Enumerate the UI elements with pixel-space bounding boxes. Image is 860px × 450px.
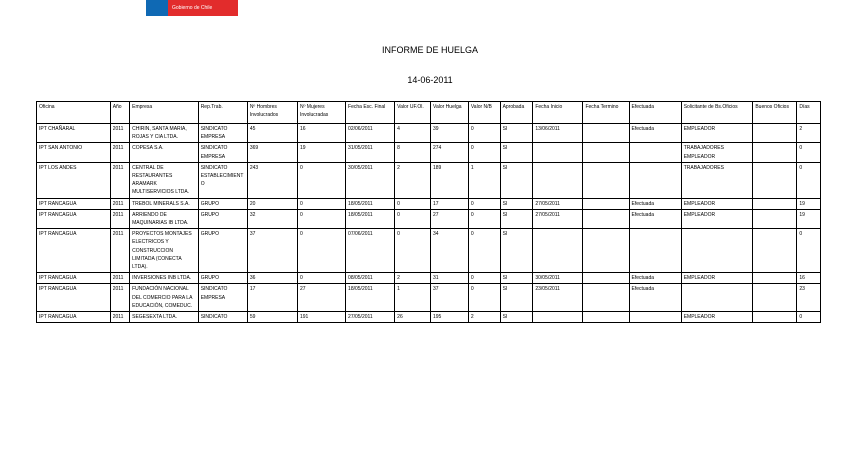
cell-fecha-inicio (533, 143, 583, 162)
cell-rep-trab: GRUPO (198, 198, 247, 209)
cell-valor-huelga: 34 (430, 229, 468, 273)
cell-fecha-termino (583, 312, 629, 323)
cell-fecha-esc-final: 18/05/2011 (346, 209, 395, 228)
cell-hombres: 32 (247, 209, 297, 228)
cell-dias: 23 (797, 284, 821, 312)
cell-aprobada: SI (500, 162, 533, 198)
cell-dias: 19 (797, 198, 821, 209)
cell-oficina: IPT CHAÑARAL (37, 124, 111, 143)
table-row (37, 162, 821, 198)
cell-valor-uf: 2 (395, 162, 431, 198)
government-logo (146, 0, 238, 16)
cell-solicitante: EMPLEADOR (681, 312, 753, 323)
cell-fecha-esc-final: 30/05/2011 (346, 162, 395, 198)
header-valor-nb: Valor N/B (468, 102, 500, 124)
cell-fecha-termino (583, 229, 629, 273)
logo-text: Gobierno de Chile (172, 5, 213, 11)
cell-oficina: IPT RANCAGUA (37, 273, 111, 284)
cell-solicitante: EMPLEADOR (681, 124, 753, 143)
cell-oficina: IPT RANCAGUA (37, 209, 111, 228)
cell-fecha-inicio: 27/05/2011 (533, 209, 583, 228)
header-empresa: Empresa (130, 102, 199, 124)
cell-fecha-termino (583, 143, 629, 162)
cell-mujeres: 27 (297, 284, 345, 312)
cell-solicitante (681, 284, 753, 312)
cell-empresa: CHIRIN, SANTA MARIA, ROJAS Y CIA LTDA. (130, 124, 199, 143)
table-header-row (37, 102, 821, 124)
cell-efectuada (629, 162, 681, 198)
cell-fecha-termino (583, 198, 629, 209)
strike-report-table (36, 101, 821, 323)
cell-fecha-termino (583, 284, 629, 312)
header-fecha-esc-final: Fecha Esc. Final (346, 102, 395, 124)
cell-buenos-oficios (753, 124, 797, 143)
cell-mujeres: 0 (297, 162, 345, 198)
cell-dias: 0 (797, 312, 821, 323)
cell-hombres: 37 (247, 229, 297, 273)
cell-fecha-inicio: 23/05/2011 (533, 284, 583, 312)
cell-efectuada: Efectuada (629, 273, 681, 284)
cell-aprobada: SI (500, 198, 533, 209)
cell-fecha-termino (583, 162, 629, 198)
cell-valor-huelga: 27 (430, 209, 468, 228)
cell-efectuada (629, 312, 681, 323)
table-row (37, 312, 821, 323)
cell-valor-nb: 1 (468, 162, 500, 198)
cell-aprobada: SI (500, 229, 533, 273)
cell-valor-huelga: 31 (430, 273, 468, 284)
cell-valor-nb: 0 (468, 229, 500, 273)
logo-blue-block (146, 0, 168, 16)
cell-fecha-inicio (533, 229, 583, 273)
cell-fecha-esc-final: 18/05/2011 (346, 198, 395, 209)
report-title: INFORME DE HUELGA (381, 45, 478, 55)
cell-valor-uf: 8 (395, 143, 431, 162)
cell-fecha-esc-final: 07/06/2011 (346, 229, 395, 273)
cell-fecha-esc-final: 08/05/2011 (346, 273, 395, 284)
cell-hombres: 20 (247, 198, 297, 209)
cell-valor-huelga: 195 (430, 312, 468, 323)
cell-mujeres: 0 (297, 229, 345, 273)
cell-rep-trab: GRUPO (198, 209, 247, 228)
header-oficina: Oficina (37, 102, 111, 124)
cell-valor-uf: 0 (395, 198, 431, 209)
cell-buenos-oficios (753, 229, 797, 273)
header-mujeres: Nº Mujeres Involucradas (297, 102, 345, 124)
cell-oficina: IPT RANCAGUA (37, 198, 111, 209)
cell-valor-nb: 0 (468, 273, 500, 284)
cell-aprobada: SI (500, 124, 533, 143)
cell-hombres: 369 (247, 143, 297, 162)
cell-rep-trab: GRUPO (198, 273, 247, 284)
cell-fecha-termino (583, 124, 629, 143)
cell-anio: 2011 (110, 273, 129, 284)
cell-empresa: SEGESEXTA LTDA. (130, 312, 199, 323)
cell-solicitante (681, 229, 753, 273)
cell-valor-nb: 0 (468, 124, 500, 143)
cell-oficina: IPT SAN ANTONIO (37, 143, 111, 162)
table-row (37, 209, 821, 228)
cell-dias: 0 (797, 162, 821, 198)
cell-valor-uf: 0 (395, 209, 431, 228)
table-row (37, 124, 821, 143)
header-dias: Días (797, 102, 821, 124)
cell-empresa: CENTRAL DE RESTAURANTES ARAMARK MULTISERVICIOS LTDA. (130, 162, 199, 198)
cell-dias: 2 (797, 124, 821, 143)
table-row (37, 198, 821, 209)
header-fecha-inicio: Fecha Inicio (533, 102, 583, 124)
cell-valor-uf: 1 (395, 284, 431, 312)
cell-mujeres: 19 (297, 143, 345, 162)
cell-rep-trab: SINDICATO EMPRESA (198, 124, 247, 143)
cell-rep-trab: SINDICATO EMPRESA (198, 143, 247, 162)
cell-valor-nb: 0 (468, 209, 500, 228)
cell-valor-huelga: 189 (430, 162, 468, 198)
cell-mujeres: 0 (297, 209, 345, 228)
header-fecha-termino: Fecha Termino (583, 102, 629, 124)
header-valor-uf: Valor UF.Ol. (395, 102, 431, 124)
cell-anio: 2011 (110, 124, 129, 143)
cell-efectuada: Efectuada (629, 209, 681, 228)
cell-fecha-inicio (533, 162, 583, 198)
cell-solicitante: TRABAJADORES (681, 162, 753, 198)
cell-aprobada: SI (500, 209, 533, 228)
cell-buenos-oficios (753, 284, 797, 312)
cell-empresa: INVERSIONES INB LTDA. (130, 273, 199, 284)
table-body (37, 124, 821, 323)
cell-dias: 19 (797, 209, 821, 228)
cell-fecha-inicio (533, 312, 583, 323)
cell-aprobada: SI (500, 284, 533, 312)
cell-fecha-esc-final: 18/05/2011 (346, 284, 395, 312)
cell-solicitante: EMPLEADOR (681, 198, 753, 209)
cell-fecha-inicio: 27/05/2011 (533, 198, 583, 209)
header-buenos-oficios: Buenos Oficios (753, 102, 797, 124)
cell-anio: 2011 (110, 284, 129, 312)
cell-anio: 2011 (110, 229, 129, 273)
table-row (37, 284, 821, 312)
cell-oficina: IPT RANCAGUA (37, 312, 111, 323)
cell-dias: 0 (797, 143, 821, 162)
cell-rep-trab: SINDICATO (198, 312, 247, 323)
cell-anio: 2011 (110, 143, 129, 162)
cell-rep-trab: SINDICATO ESTABLECIMIENTO (198, 162, 247, 198)
cell-valor-uf: 0 (395, 229, 431, 273)
cell-fecha-termino (583, 209, 629, 228)
cell-anio: 2011 (110, 198, 129, 209)
cell-rep-trab: SINDICATO EMPRESA (198, 284, 247, 312)
header-anio: Año (110, 102, 129, 124)
cell-efectuada: Efectuada (629, 198, 681, 209)
cell-empresa: COPESA S.A. (130, 143, 199, 162)
cell-mujeres: 0 (297, 198, 345, 209)
cell-solicitante: TRABAJADORES EMPLEADOR (681, 143, 753, 162)
cell-aprobada: SI (500, 143, 533, 162)
cell-oficina: IPT RANCAGUA (37, 229, 111, 273)
cell-fecha-termino (583, 273, 629, 284)
cell-valor-huelga: 17 (430, 198, 468, 209)
cell-empresa: PROYECTOS MONTAJES ELECTRICOS Y CONSTRUCCION LIMITADA (CONECTA LTDA). (130, 229, 199, 273)
table-row (37, 229, 821, 273)
cell-aprobada: SI (500, 312, 533, 323)
cell-fecha-esc-final: 02/06/2011 (346, 124, 395, 143)
cell-buenos-oficios (753, 312, 797, 323)
cell-mujeres: 191 (297, 312, 345, 323)
cell-valor-uf: 26 (395, 312, 431, 323)
cell-valor-nb: 0 (468, 284, 500, 312)
header-valor-huelga: Valor Huelga (430, 102, 468, 124)
cell-valor-nb: 2 (468, 312, 500, 323)
cell-rep-trab: GRUPO (198, 229, 247, 273)
cell-dias: 16 (797, 273, 821, 284)
report-date: 14-06-2011 (407, 75, 453, 85)
cell-valor-uf: 2 (395, 273, 431, 284)
cell-fecha-esc-final: 31/05/2011 (346, 143, 395, 162)
cell-oficina: IPT RANCAGUA (37, 284, 111, 312)
cell-hombres: 36 (247, 273, 297, 284)
cell-hombres: 243 (247, 162, 297, 198)
cell-anio: 2011 (110, 312, 129, 323)
header-solicitante: Solicitante de Bs.Oficios (681, 102, 753, 124)
cell-empresa: ARRIENDO DE MAQUINARIAS IB LTDA. (130, 209, 199, 228)
cell-valor-huelga: 39 (430, 124, 468, 143)
cell-empresa: TREBOL MINERALS S.A. (130, 198, 199, 209)
cell-hombres: 59 (247, 312, 297, 323)
cell-solicitante: EMPLEADOR (681, 209, 753, 228)
cell-fecha-inicio: 13/06/2011 (533, 124, 583, 143)
table-row (37, 273, 821, 284)
cell-mujeres: 16 (297, 124, 345, 143)
cell-efectuada (629, 229, 681, 273)
cell-efectuada: Efectuada (629, 124, 681, 143)
cell-solicitante: EMPLEADOR (681, 273, 753, 284)
header-hombres: Nº Hombres Involucrados (247, 102, 297, 124)
cell-valor-huelga: 37 (430, 284, 468, 312)
cell-fecha-inicio: 30/05/2011 (533, 273, 583, 284)
cell-efectuada: Efectuada (629, 284, 681, 312)
cell-hombres: 45 (247, 124, 297, 143)
cell-anio: 2011 (110, 162, 129, 198)
cell-valor-nb: 0 (468, 143, 500, 162)
header-efectuada: Efectuada (629, 102, 681, 124)
cell-aprobada: SI (500, 273, 533, 284)
cell-hombres: 17 (247, 284, 297, 312)
cell-anio: 2011 (110, 209, 129, 228)
table-row (37, 143, 821, 162)
header-aprobada: Aprobada (500, 102, 533, 124)
header-rep-trab: Rep.Trab. (198, 102, 247, 124)
cell-fecha-esc-final: 27/05/2011 (346, 312, 395, 323)
cell-buenos-oficios (753, 209, 797, 228)
cell-buenos-oficios (753, 273, 797, 284)
cell-valor-nb: 0 (468, 198, 500, 209)
cell-buenos-oficios (753, 198, 797, 209)
cell-dias: 0 (797, 229, 821, 273)
cell-empresa: FUNDACIÓN NACIONAL DEL COMERCIO PARA LA EDUCACIÓN, COMEDUC. (130, 284, 199, 312)
cell-efectuada (629, 143, 681, 162)
cell-mujeres: 0 (297, 273, 345, 284)
cell-valor-huelga: 274 (430, 143, 468, 162)
cell-oficina: IPT LOS ANDES (37, 162, 111, 198)
cell-buenos-oficios (753, 162, 797, 198)
cell-buenos-oficios (753, 143, 797, 162)
cell-valor-uf: 4 (395, 124, 431, 143)
